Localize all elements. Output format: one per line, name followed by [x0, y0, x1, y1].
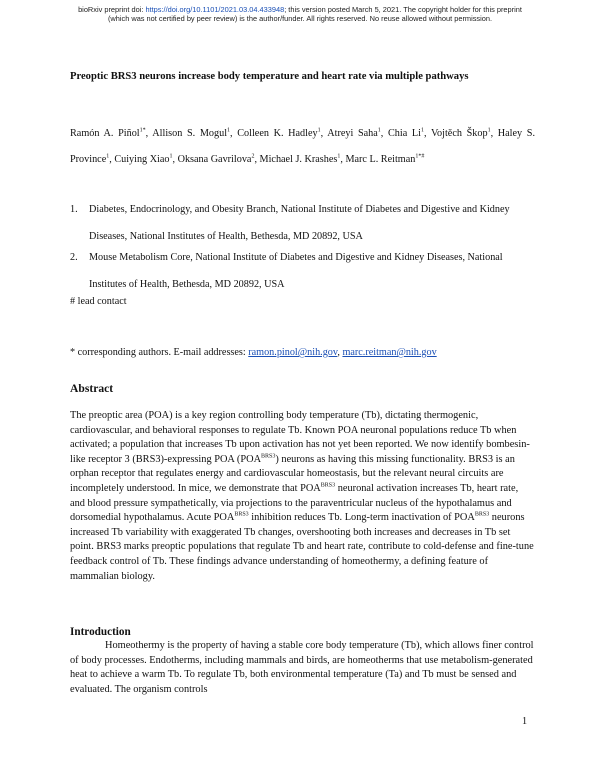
author-name: Haley S. Province: [70, 128, 535, 165]
author-affiliation-mark: 1: [227, 127, 231, 134]
author-name: Oksana Gavrilova: [177, 154, 252, 165]
abstract-text: neuronal activation increases Tb, heart rate, and blood pressure sympathetically, via projections to the paraventricular nucleus of the hypothalamus and dorsomedial hypothalamus. Acute POA: [70, 482, 519, 524]
author-affiliation-mark: 1: [106, 153, 110, 160]
introduction-body: Homeothermy is the property of having a stable core body temperature (Tb), which allows finer control of body processes. Endotherms, including mammals and birds, are homeotherms that use metabolism-generated heat to achieve a warm Tb. To regulate Tb, both environmental temperature (Ta) and Tb must be sensed and evaluated. The organism controls: [70, 640, 534, 695]
banner-prefix: bioRxiv preprint doi:: [78, 5, 146, 14]
author-affiliation-mark: 1: [169, 153, 173, 160]
lead-contact-note: # lead contact: [70, 296, 127, 307]
affiliation-text: Mouse Metabolism Core, National Institute of Diabetes and Digestive and Kidney Diseases, National Institutes of Health, Bethesda, MD 20892, USA: [89, 252, 503, 290]
author-name: Vojtěch Škop: [431, 128, 488, 139]
author-affiliation-mark: 1: [487, 127, 491, 134]
author-name: Allison S. Mogul: [152, 128, 228, 139]
banner-line-2: (which was not certified by peer review) is the author/funder. All rights reserved. No reuse allowed without permission.: [107, 14, 493, 23]
abstract-text: neurons increased Tb variability with exaggerated Tb changes, overshooting both increases and decreases in Tb set point. BRS3 marks preoptic populations that regulate Tb and heart rate, contribute to cold-defense and fine-tune feedback control of Tb. These findings advance understanding of homeothermy, a defining feature of mammalian biology.: [70, 512, 534, 582]
author-affiliation-mark: 1*: [139, 127, 146, 134]
author-name: Marc L. Reitman: [345, 154, 416, 165]
author-name: Cuiying Xiao: [114, 154, 170, 165]
corresponding-prefix: * corresponding authors. E-mail addresses:: [70, 347, 249, 358]
email-link-pinol[interactable]: ramon.pinol@nih.gov: [248, 347, 338, 358]
author-name: Ramón A. Piñol: [70, 128, 140, 139]
superscript: BRS3: [234, 511, 249, 518]
affiliation-2: [70, 244, 540, 298]
email-link-reitman[interactable]: marc.reitman@nih.gov: [342, 347, 437, 358]
page-number: 1: [522, 716, 528, 727]
corresponding-authors: [70, 347, 437, 358]
affiliation-number: 1.: [70, 204, 78, 215]
author-affiliation-mark: 2: [251, 153, 255, 160]
introduction-heading: Introduction: [70, 626, 131, 638]
abstract-body: [70, 409, 535, 584]
superscript: BRS3: [320, 482, 336, 489]
doi-link[interactable]: https://doi.org/10.1101/2021.03.04.433948: [145, 5, 285, 14]
author-affiliation-mark: 1: [337, 153, 341, 160]
author-name: Atreyi Saha: [327, 128, 378, 139]
author-name: Colleen K. Hadley: [237, 128, 318, 139]
email-separator: ,: [337, 347, 343, 358]
affiliation-number: 2.: [70, 252, 78, 263]
abstract-text: The preoptic area (POA) is a key region controlling body temperature (Tb), dictating thermogenic, cardiovascular, and behavioral responses to regulate Tb. Known POA neuronal populations reduce Tb when activated; a population that increases Tb upon activation has not yet been reported. We now identify bombesin-like receptor 3 (BRS3)-expressing POA (POA: [70, 410, 530, 465]
author-affiliation-mark: 1: [420, 127, 424, 134]
author-name: Michael J. Krashes: [259, 154, 338, 165]
author-list: Ramón A. Piñol$^{1*}$, Allison S. Mogul$^1$, Colleen K. Hadley$^1$, Atreyi Saha$^1$, Chia Li$^1$, Vojtěch Škop$^1$, Haley S. Province$^1$, Cuiying Xiao$^1$, Oksana Gavrilova$^2$, Michael J. Krashes$^1$, Marc L. Reitman$^{1*\#}$: [70, 127, 535, 165]
abstract-text: inhibition reduces Tb. Long-term inactivation of POA: [248, 512, 475, 524]
author-affiliation-mark: 1*#: [415, 153, 425, 160]
abstract-text: ) neurons as having this missing functionality. BRS3 is an orphan receptor that regulates energy and cardiovascular homeostasis, but the relevant neural circuits are incompletely understood. In mice, we demonstrate that POA: [70, 453, 515, 494]
paper-title: Preoptic BRS3 neurons increase body temperature and heart rate via multiple pathways: [70, 71, 469, 82]
author-affiliation-mark: 1: [317, 127, 321, 134]
affiliation-1: [70, 196, 540, 250]
preprint-banner: [0, 5, 600, 23]
banner-suffix: ; this version posted March 5, 2021. The copyright holder for this preprint: [284, 5, 522, 14]
author-name: Chia Li: [387, 128, 421, 139]
abstract-heading: Abstract: [70, 382, 114, 395]
author-affiliation-mark: 1: [377, 127, 381, 134]
affiliation-text: Diabetes, Endocrinology, and Obesity Branch, National Institute of Diabetes and Digestive and Kidney Diseases, National Institutes of Health, Bethesda, MD 20892, USA: [89, 204, 510, 242]
superscript: BRS3: [261, 453, 276, 460]
superscript: BRS3: [474, 511, 490, 518]
